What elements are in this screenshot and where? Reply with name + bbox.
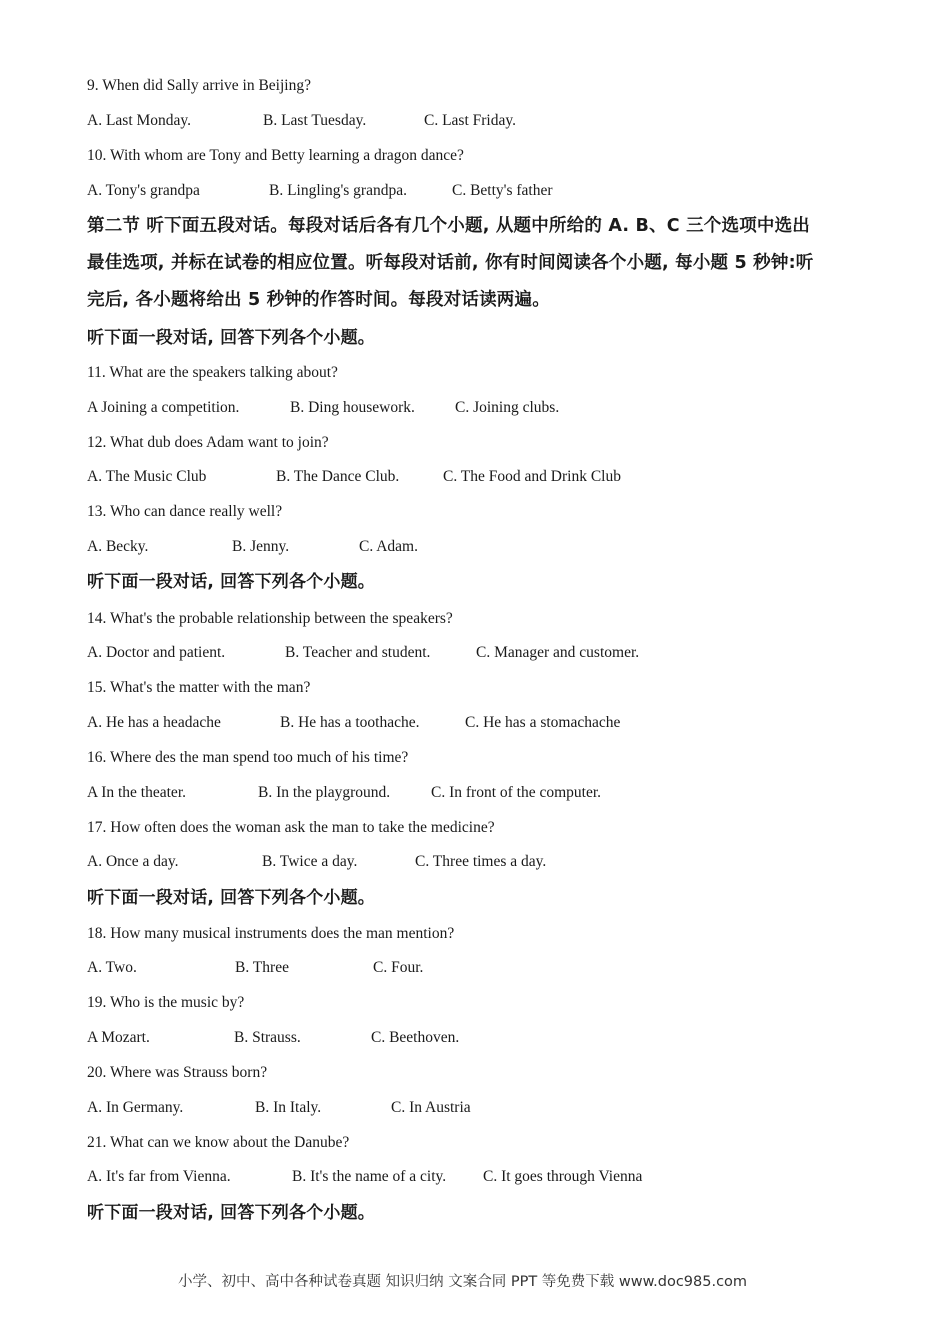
option-c: C. Three times a day.: [415, 853, 547, 870]
question-18: 18. How many musical instruments does the man mention?: [87, 925, 455, 942]
option-b: B. Twice a day.: [262, 853, 358, 870]
question-14: 14. What's the probable relationship between the speakers?: [87, 610, 453, 627]
option-b: B. Teacher and student.: [285, 644, 431, 661]
option-b: B. It's the name of a city.: [292, 1168, 447, 1185]
option-c: C. Last Friday.: [424, 112, 516, 129]
question-16: 16. Where des the man spend too much of his time?: [87, 749, 409, 766]
option-a: A. He has a headache: [87, 714, 221, 731]
question-21: 21. What can we know about the Danube?: [87, 1134, 350, 1151]
section-heading-line-2: 最佳选项, 并标在试卷的相应位置。听每段对话前, 你有时间阅读各个小题, 每小题 5 秒钟:听: [87, 253, 814, 273]
option-b: B. He has a toothache.: [280, 714, 420, 731]
dialogue-prompt: 听下面一段对话, 回答下列各个小题。: [87, 572, 375, 592]
option-a: A Mozart.: [87, 1029, 150, 1046]
dialogue-prompt: 听下面一段对话, 回答下列各个小题。: [87, 1203, 375, 1223]
question-12: 12. What dub does Adam want to join?: [87, 434, 329, 451]
option-a: A. Becky.: [87, 538, 149, 555]
question-10: 10. With whom are Tony and Betty learning a dragon dance?: [87, 147, 464, 164]
option-a: A. The Music Club: [87, 468, 207, 485]
option-b: B. Last Tuesday.: [263, 112, 367, 129]
option-a: A. It's far from Vienna.: [87, 1168, 231, 1185]
question-15: 15. What's the matter with the man?: [87, 679, 311, 696]
option-c: C. Joining clubs.: [455, 399, 560, 416]
option-a: A Joining a competition.: [87, 399, 240, 416]
option-c: C. In front of the computer.: [431, 784, 602, 801]
option-c: C. Beethoven.: [371, 1029, 460, 1046]
option-a: A. Two.: [87, 959, 137, 976]
option-b: B. In the playground.: [258, 784, 391, 801]
option-c: C. He has a stomachache: [465, 714, 621, 731]
question-13: 13. Who can dance really well?: [87, 503, 283, 520]
option-a: A. Tony's grandpa: [87, 182, 200, 199]
option-b: B. In Italy.: [255, 1099, 322, 1116]
option-b: B. Lingling's grandpa.: [269, 182, 407, 199]
option-a: A. Once a day.: [87, 853, 179, 870]
section-heading-line-1: 第二节 听下面五段对话。每段对话后各有几个小题, 从题中所给的 A. B、C 三个选项中选出: [87, 216, 811, 236]
dialogue-prompt: 听下面一段对话, 回答下列各个小题。: [87, 888, 375, 908]
option-c: C. Adam.: [359, 538, 418, 555]
option-c: C. Betty's father: [452, 182, 553, 199]
option-b: B. Jenny.: [232, 538, 290, 555]
question-20: 20. Where was Strauss born?: [87, 1064, 268, 1081]
option-a: A. Last Monday.: [87, 112, 192, 129]
option-a: A. Doctor and patient.: [87, 644, 226, 661]
question-11: 11. What are the speakers talking about?: [87, 364, 338, 381]
option-a: A. In Germany.: [87, 1099, 184, 1116]
page-footer: 小学、初中、高中各种试卷真题 知识归纳 文案合同 PPT 等免费下载 www.doc985.com: [178, 1274, 748, 1290]
option-c: C. In Austria: [391, 1099, 471, 1116]
question-19: 19. Who is the music by?: [87, 994, 245, 1011]
option-b: B. Strauss.: [234, 1029, 301, 1046]
dialogue-prompt: 听下面一段对话, 回答下列各个小题。: [87, 328, 375, 348]
option-b: B. Three: [235, 959, 289, 976]
option-c: C. It goes through Vienna: [483, 1168, 643, 1185]
option-a: A In the theater.: [87, 784, 186, 801]
option-b: B. The Dance Club.: [276, 468, 400, 485]
option-c: C. The Food and Drink Club: [443, 468, 621, 485]
option-b: B. Ding housework.: [290, 399, 415, 416]
question-17: 17. How often does the woman ask the man to take the medicine?: [87, 819, 495, 836]
question-9: 9. When did Sally arrive in Beijing?: [87, 77, 311, 94]
section-heading-line-3: 完后, 各小题将给出 5 秒钟的作答时间。每段对话读两遍。: [87, 290, 550, 310]
option-c: C. Four.: [373, 959, 424, 976]
option-c: C. Manager and customer.: [476, 644, 640, 661]
